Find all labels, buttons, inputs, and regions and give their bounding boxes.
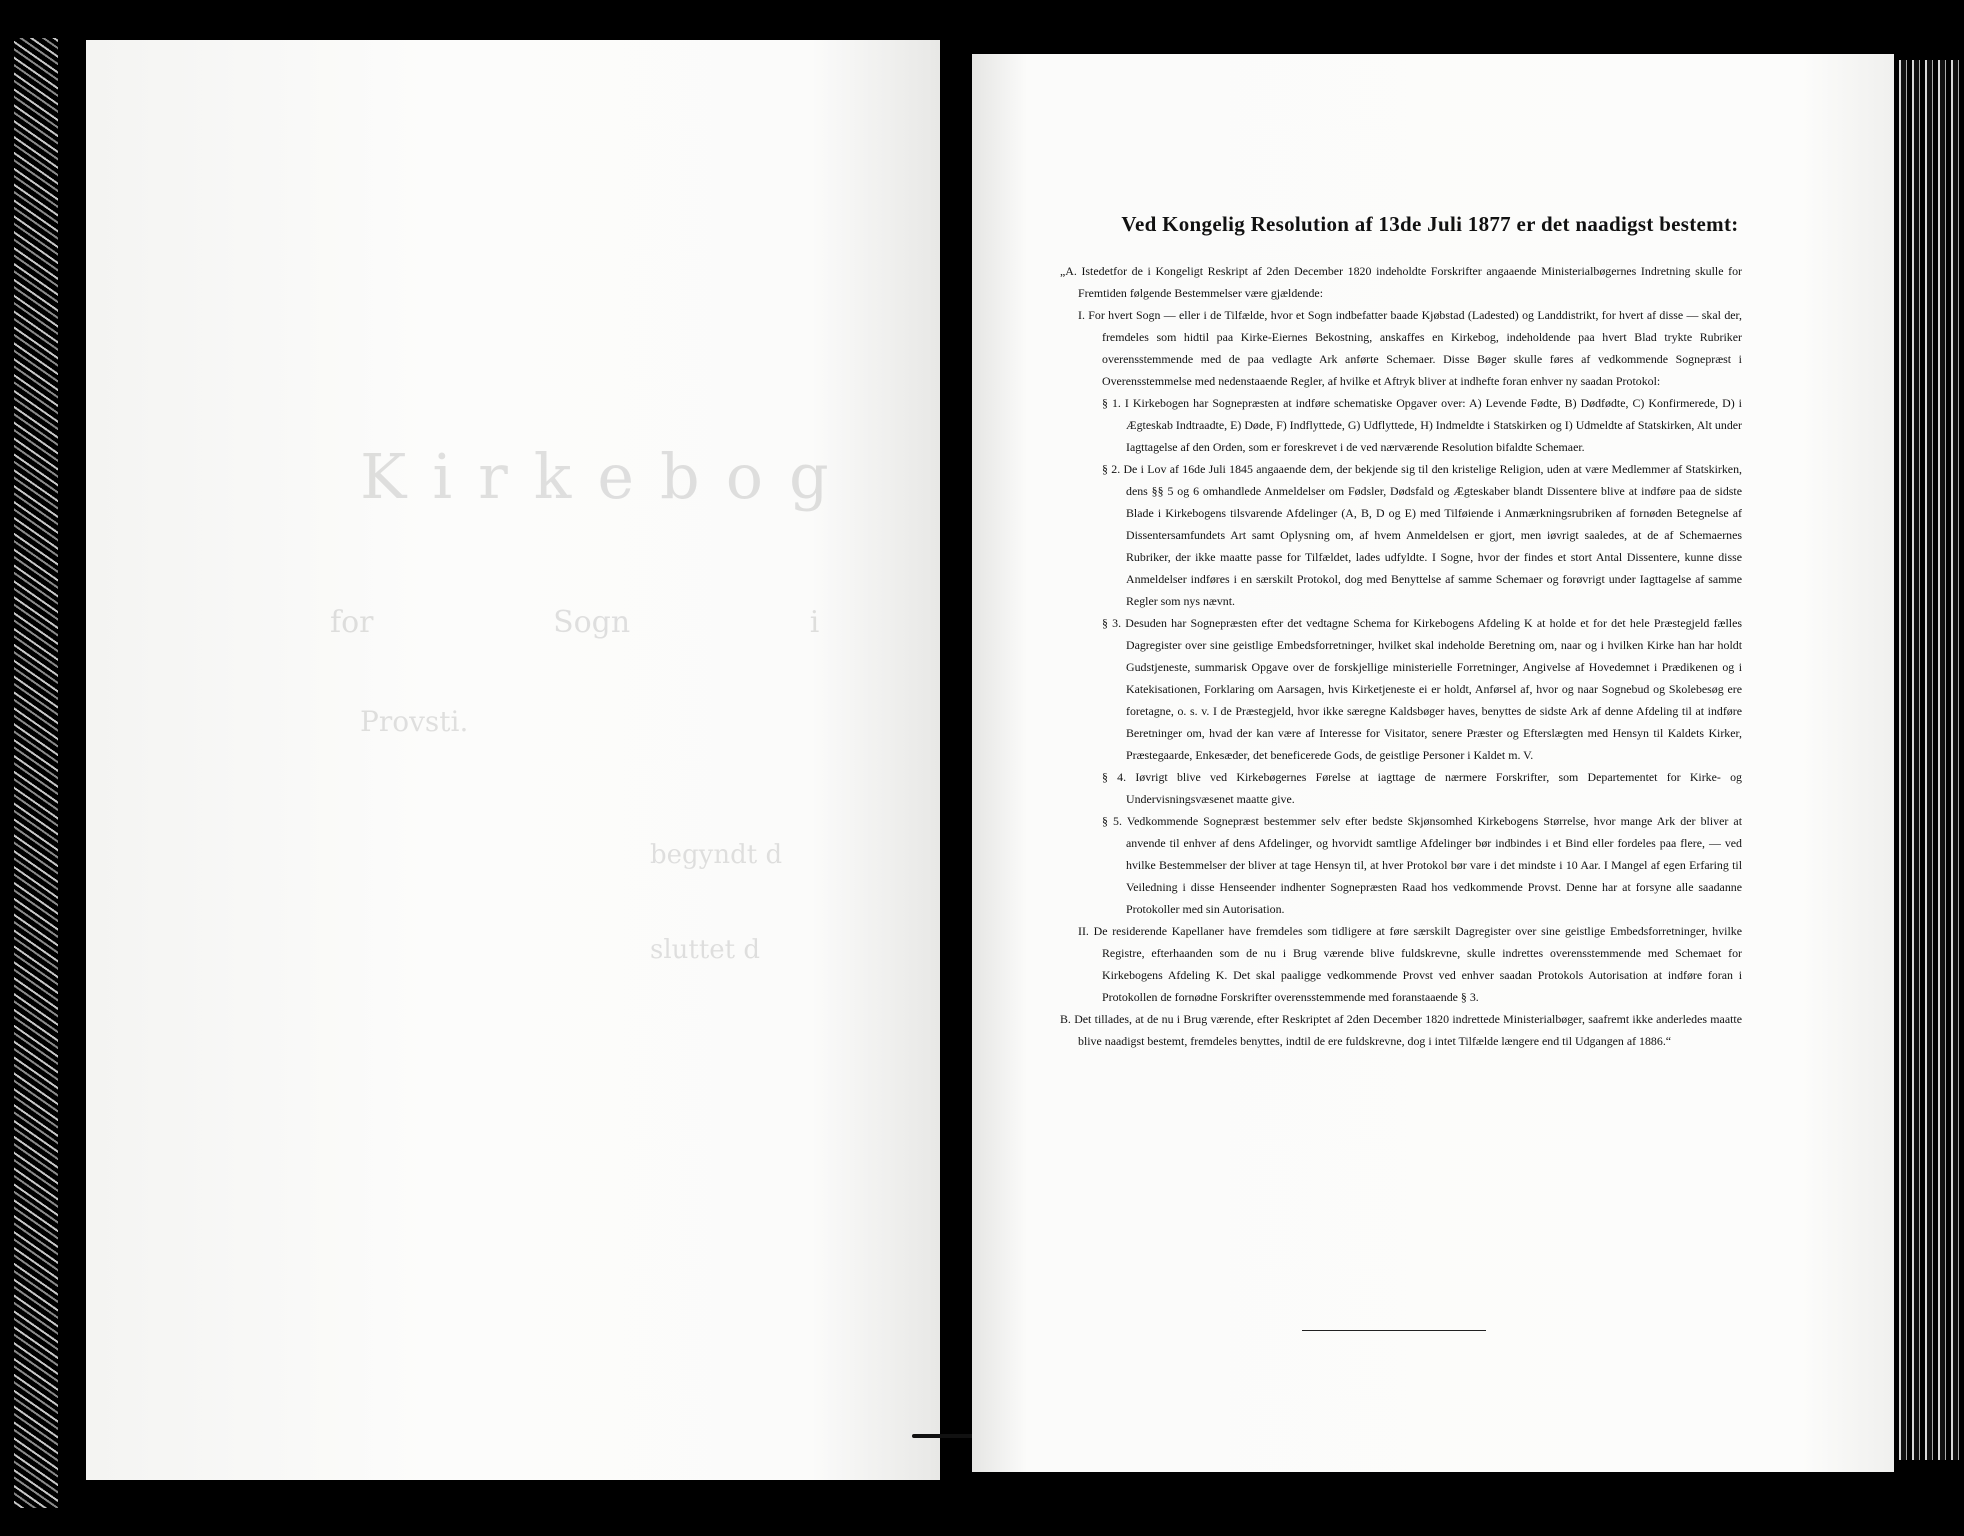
paragraph-section-4: § 4. Iøvrigt blive ved Kirkebøgernes Førelse at iagttage de nærmere Forskrifter, som Departementet for Kirke- og Undervisningsvæsenet maatte give.	[1102, 770, 1742, 806]
paragraph-i: I. For hvert Sogn — eller i de Tilfælde, hvor et Sogn indbefatter baade Kjøbstad (Ladested) og Landdistrikt, for hvert af disse — skal der, fremdeles som hidtil paa Kirke-Eiernes Bekostning, anskaffes en Kirkebog, indeholdende paa hvert Blad trykte Rubriker overensstemmende med de paa vedlagte Ark anførte Schemaer. Disse Bøger skulle føres af vedkommende Sognepræst i Overensstemmelse med nedenstaaende Regler, af hvilke et Aftryk bliver at indhefte foran enhver ny saadan Protokol:	[1078, 308, 1742, 388]
faint-bleed-line-3: begyndt d	[650, 840, 783, 870]
resolution-text	[1060, 260, 1742, 1052]
paragraph-ii: II. De residerende Kapellaner have fremdeles som tidligere at føre særskilt Dagregister over sine geistlige Embedsforretninger, hvilke Registre, efterhaanden som de nu i Brug værende blive fuldskrevne, skulle indrettes overensstemmende med Schemaet for Kirkebogens Afdeling K. Det skal paaligge vedkommende Provst ved enhver saadan Protokols Autorisation at indføre foran i Protokollen de fornødne Forskrifter overensstemmende med foranstaaende § 3.	[1078, 924, 1742, 1004]
paragraph-b: B. Det tillades, at de nu i Brug værende, efter Reskriptet af 2den December 1820 indrettede Ministerialbøger, saafremt ikke anderledes maatte blive naadigst bestemt, fremdeles benyttes, indtil de ere fuldskrevne, dog i intet Tilfælde længere end til Udgangen af 1886.“	[1060, 1012, 1742, 1048]
left-page	[86, 40, 940, 1480]
faint-bleed-line-4: sluttet d	[650, 935, 761, 965]
closing-rule	[1302, 1330, 1486, 1331]
paragraph-section-5: § 5. Vedkommende Sognepræst bestemmer selv efter bedste Skjønsomhed Kirkebogens Størrelse, hvor mange Ark der bliver at anvende til enhver af dens Afdelinger, og hvorvidt samtlige Afdelinger bør indbindes i et Bind eller fordeles paa flere, — ved hvilke Bestemmelser der bliver at tage Hensyn til, at hver Protokol bør vare i det mindste i 10 Aar. I Mangel af egen Erfaring til Veiledning i disse Henseender indhenter Sognepræsten Raad hos vedkommende Provst. Denne har at forsyne alle saadanne Protokoller med sin Autorisation.	[1102, 814, 1742, 916]
marbled-endpaper	[14, 38, 58, 1508]
paragraph-section-3: § 3. Desuden har Sognepræsten efter det vedtagne Schema for Kirkebogens Afdeling K at holde et for det hele Præstegjeld fælles Dagregister over sine geistlige Embedsforretninger, hvilket skal indeholde Beretning om, naar og i hvilken Kirke han har holdt Gudstjeneste, summarisk Opgave over de forskjellige ministerielle Forretninger, Angivelse af Hovedemnet i Prædikenen og i Katekisationen, Forklaring om Aarsagen, hvis Kirketjeneste ei er holdt, Anførsel af, hvor og naar Sognebud og Skolebesøg ere foretagne, o. s. v. I de Præstegjeld, hvor ikke særegne Kaldsbøger haves, benyttes de sidste Ark af denne Afdeling til at indføre Beretninger om, hvad der kan være af Interesse for Visitator, senere Præster og Efterslægten med Hensyn til Kaldets Kirker, Præstegaarde, Enkesæder, det beneficerede Gods, de geistlige Personer i Kaldet m. V.	[1102, 616, 1742, 762]
paragraph-a: „A. Istedetfor de i Kongeligt Reskript af 2den December 1820 indeholdte Forskrifter angaaende Ministerialbøgernes Indretning skulle for Fremtiden følgende Bestemmelser være gjældende:	[1060, 264, 1742, 300]
faint-bleed-line-2: Provsti.	[360, 705, 469, 738]
book-spine	[940, 0, 972, 1536]
resolution-heading: Ved Kongelig Resolution af 13de Juli 1877 er det naadigst bestemt:	[1121, 212, 1739, 236]
faint-bleed-title: Kirkebog	[360, 440, 855, 513]
paragraph-section-2: § 2. De i Lov af 16de Juli 1845 angaaende dem, der bekjende sig til den kristelige Religion, uden at være Medlemmer af Statskirken, dens §§ 5 og 6 omhandlede Anmeldelser om Fødsler, Dødsfald og Ægteskaber blandt Dissentere blive at indføre paa de sidste Blade i Kirkebogens tilsvarende Afdelinger (A, B, D og E) med Tilføiende i Anmærkningsrubriken af fornøden Betegnelse af Dissentersamfundets Art samt Oplysning om, af hvem Anmeldelsen er gjort, men iøvrigt saaledes, at de af Schemaernes Rubriker, der ikke maatte passe for Tilfældet, lades udfyldte. I Sogne, hvor der findes et stort Antal Dissentere, kunne disse Anmeldelser indføres i en særskilt Protokol, dog med Benyttelse af samme Schemaer og forøvrigt under Iagttagelse af samme Regler som nys nævnt.	[1102, 462, 1742, 608]
faint-bleed-line-1: for Sogn i	[330, 605, 820, 640]
paragraph-section-1: § 1. I Kirkebogen har Sognepræsten at indføre schematiske Opgaver over: A) Levende Fødte, B) Dødfødte, C) Konfirmerede, D) i Ægteskab Indtraadte, E) Døde, F) Indflyttede, G) Udflyttede, H) Indmeldte i Statskirken og I) Udmeldte af Statskirken, Alt under Iagttagelse af den Orden, som er foreskrevet i de ved nærværende Resolution bifaldte Schemaer.	[1102, 396, 1742, 454]
page-edges	[1894, 60, 1964, 1460]
